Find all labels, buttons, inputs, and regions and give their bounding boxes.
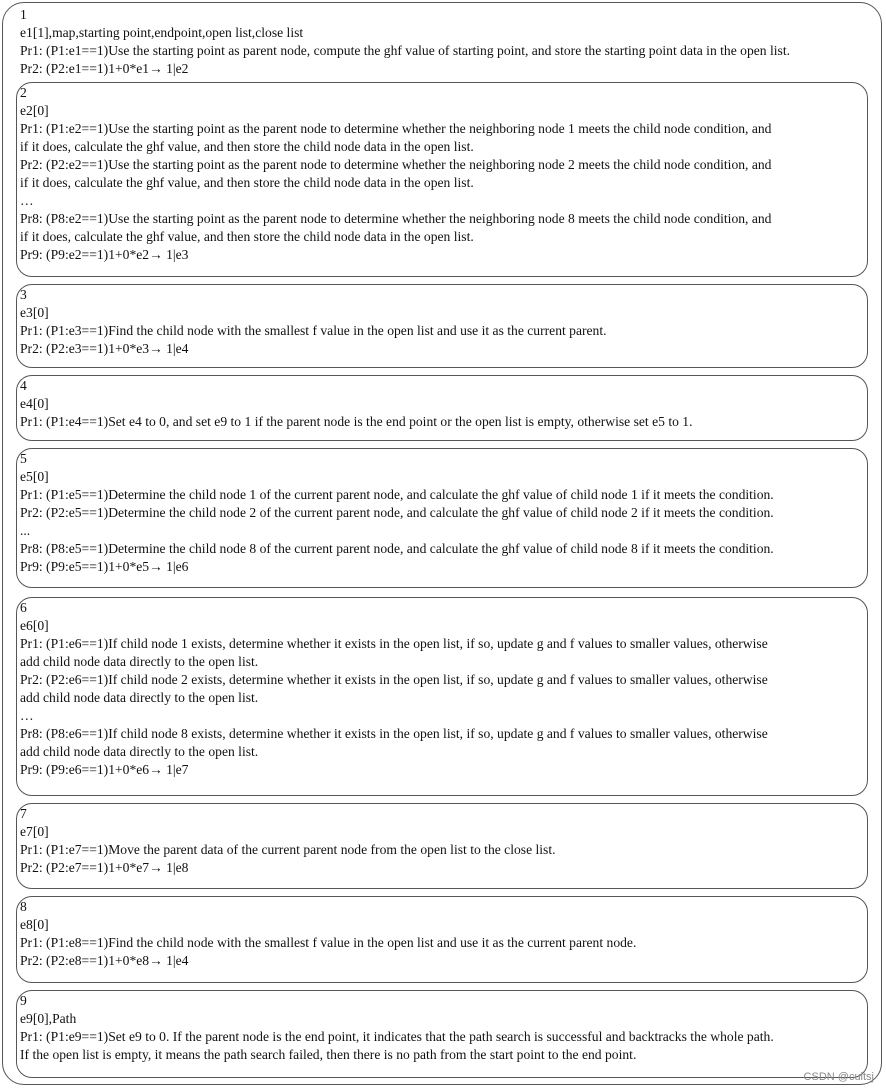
- block-number: 2: [20, 85, 27, 100]
- rule-line: Pr2: (P2:e8==1)1+0*e8→ 1|e4: [20, 953, 189, 968]
- rule-line: Pr1: (P1:e6==1)If child node 1 exists, determine whether it exists in the open list, if so, update g and f values to smaller values, otherwise: [20, 636, 768, 651]
- block-number: 7: [20, 806, 27, 821]
- rule-line: Pr1: (P1:e2==1)Use the starting point as the parent node to determine whether the neighboring node 1 meets the child node condition, and: [20, 121, 772, 136]
- rule-line: Pr2: (P2:e5==1)Determine the child node 2 of the current parent node, and calculate the ghf value of child node 2 if it meets the condition.: [20, 505, 774, 520]
- rule-line: Pr9: (P9:e6==1)1+0*e6→ 1|e7: [20, 762, 189, 777]
- block-vars: e9[0],Path: [20, 1011, 77, 1026]
- rule-line: Pr1: (P1:e9==1)Set e9 to 0. If the parent node is the end point, it indicates that the path search is successful and backtracks the whole path.: [20, 1029, 774, 1044]
- block1-rule: Pr2: (P2:e1==1)1+0*e1→ 1|e2: [20, 61, 189, 76]
- rule-line: add child node data directly to the open list.: [20, 690, 259, 705]
- block-vars: e3[0]: [20, 305, 49, 320]
- rule-line: Pr2: (P2:e6==1)If child node 2 exists, determine whether it exists in the open list, if so, update g and f values to smaller values, otherwise: [20, 672, 768, 687]
- block-number: 6: [20, 600, 27, 615]
- block-number: 9: [20, 993, 27, 1008]
- rule-line: Pr9: (P9:e5==1)1+0*e5→ 1|e6: [20, 559, 189, 574]
- block-number: 8: [20, 899, 27, 914]
- rule-line: add child node data directly to the open list.: [20, 654, 259, 669]
- rule-line: Pr1: (P1:e3==1)Find the child node with the smallest f value in the open list and use it as the current parent.: [20, 323, 607, 338]
- rule-line: Pr1: (P1:e7==1)Move the parent data of the current parent node from the open list to the close list.: [20, 842, 556, 857]
- block-number: 3: [20, 287, 27, 302]
- rule-line: If the open list is empty, it means the path search failed, then there is no path from the start point to the end point.: [20, 1047, 637, 1062]
- rule-line: if it does, calculate the ghf value, and then store the child node data in the open list.: [20, 175, 474, 190]
- membrane-7: [16, 803, 868, 889]
- membrane-5: [16, 448, 868, 588]
- rule-line: Pr1: (P1:e4==1)Set e4 to 0, and set e9 to 1 if the parent node is the end point or the open list is empty, otherwise set e5 to 1.: [20, 414, 693, 429]
- block1-vars: e1[1],map,starting point,endpoint,open list,close list: [20, 25, 304, 40]
- membrane-4: [16, 375, 868, 441]
- block1-rule: Pr1: (P1:e1==1)Use the starting point as parent node, compute the ghf value of starting point, and store the starting point data in the open list.: [20, 43, 791, 58]
- watermark: CSDN @cuitsj: [803, 1071, 874, 1083]
- membrane-3: [16, 284, 868, 368]
- block-vars: e2[0]: [20, 103, 49, 118]
- rule-line: Pr1: (P1:e8==1)Find the child node with the smallest f value in the open list and use it as the current parent node.: [20, 935, 637, 950]
- ellipsis: …: [20, 708, 34, 723]
- block1-number: 1: [20, 7, 27, 22]
- rule-line: Pr8: (P8:e6==1)If child node 8 exists, determine whether it exists in the open list, if so, update g and f values to smaller values, otherwise: [20, 726, 768, 741]
- rule-line: if it does, calculate the ghf value, and then store the child node data in the open list.: [20, 229, 474, 244]
- rule-line: Pr8: (P8:e5==1)Determine the child node 8 of the current parent node, and calculate the ghf value of child node 8 if it meets the condition.: [20, 541, 774, 556]
- rule-line: Pr9: (P9:e2==1)1+0*e2→ 1|e3: [20, 247, 189, 262]
- block-number: 5: [20, 451, 27, 466]
- ellipsis: …: [20, 193, 34, 208]
- block-number: 4: [20, 378, 27, 393]
- block-vars: e4[0]: [20, 396, 49, 411]
- membrane-8: [16, 896, 868, 983]
- rule-line: Pr2: (P2:e7==1)1+0*e7→ 1|e8: [20, 860, 189, 875]
- rule-line: Pr2: (P2:e2==1)Use the starting point as the parent node to determine whether the neighboring node 2 meets the child node condition, and: [20, 157, 772, 172]
- block-vars: e6[0]: [20, 618, 49, 633]
- rule-line: add child node data directly to the open list.: [20, 744, 259, 759]
- block-vars: e7[0]: [20, 824, 49, 839]
- membrane-6: [16, 597, 868, 796]
- membrane-2: [16, 82, 868, 277]
- block-vars: e5[0]: [20, 469, 49, 484]
- rule-line: Pr2: (P2:e3==1)1+0*e3→ 1|e4: [20, 341, 189, 356]
- rule-line: Pr1: (P1:e5==1)Determine the child node 1 of the current parent node, and calculate the ghf value of child node 1 if it meets the condition.: [20, 487, 774, 502]
- rule-line: if it does, calculate the ghf value, and then store the child node data in the open list.: [20, 139, 474, 154]
- rule-line: Pr8: (P8:e2==1)Use the starting point as the parent node to determine whether the neighboring node 8 meets the child node condition, and: [20, 211, 772, 226]
- block-vars: e8[0]: [20, 917, 49, 932]
- membrane-9: [16, 990, 868, 1078]
- ellipsis: ...: [20, 523, 31, 538]
